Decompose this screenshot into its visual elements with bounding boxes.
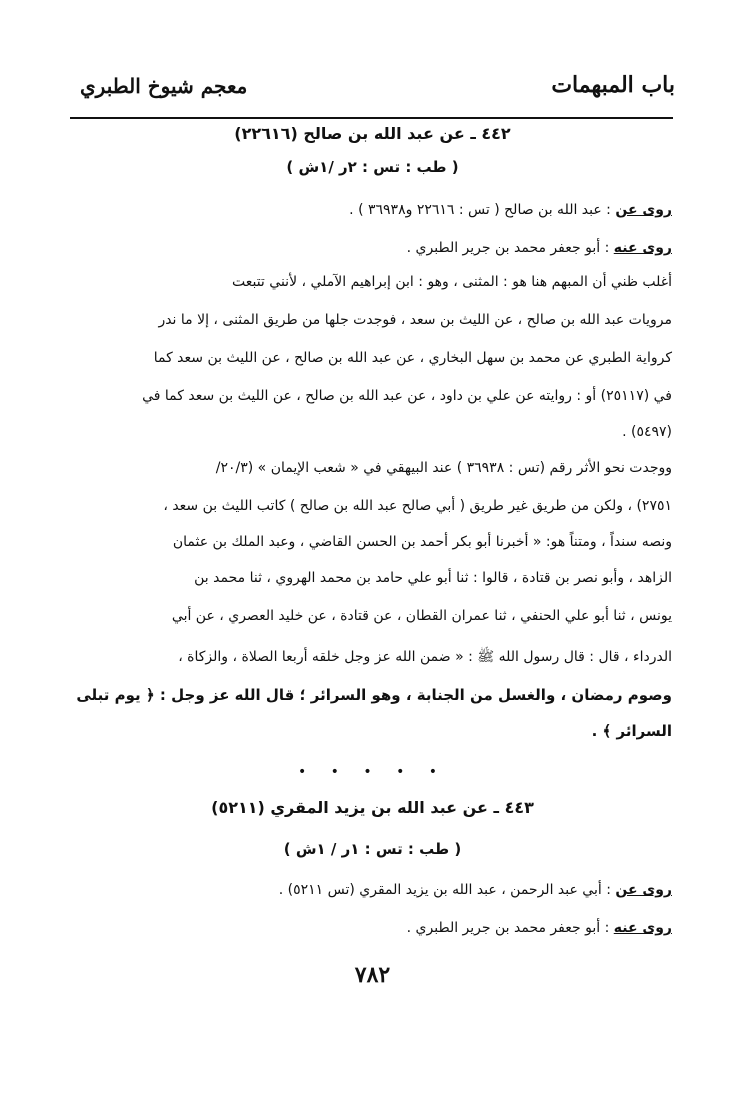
para1-line: في (٢٥١١٧) أو : روايته عن علي بن داود ، عن عبد الله بن صالح ، عن الليث بن سعد كما في — [142, 388, 672, 404]
running-header — [70, 62, 675, 118]
narrated-from-text: : عبد الله بن صالح ( تس : ٢٢٦١٦ و٣٦٩٣٨ ) . — [349, 202, 611, 218]
narrated-from-label: روى عن — [615, 202, 672, 218]
narrated-from-text: : أبي عبد الرحمن ، عبد الله بن يزيد المقري (تس ٥٢١١) . — [278, 882, 611, 898]
entry-442-code: ( طب : تس : ٢ر /١ش ) — [286, 158, 459, 176]
para1-line: كرواية الطبري عن محمد بن سهل البخاري ، عن عبد الله بن صالح ، عن الليث بن سعد كما — [153, 350, 672, 366]
para2-line: الزاهد ، وأبو نصر بن قتادة ، قالوا : ثنا أبو علي حامد بن محمد الهروي ، ثنا محمد بن — [194, 570, 672, 586]
entry-443-code: ( طب : تس : ١ر / ١ش ) — [283, 840, 462, 858]
para1-line: مرويات عبد الله بن صالح ، عن الليث بن سعد ، فوجدت جلها من طريق المثنى ، إلا ما ندر — [158, 312, 672, 328]
para2-line: ووجدت نحو الأثر رقم (تس : ٣٦٩٣٨ ) عند البيهقي في « شعب الإيمان » (٢٠/٣/ — [215, 460, 672, 476]
para2-line-bold: وصوم رمضان ، والغسل من الجنابة ، وهو السرائر ؛ قال الله عز وجل : ﴿ يوم تبلى — [76, 686, 672, 704]
book-title: معجم شيوخ الطبري — [80, 74, 248, 98]
entry-443-narrated-from — [279, 882, 672, 898]
narrated-by-text: : أبو جعفر محمد بن جرير الطبري . — [406, 920, 610, 936]
narrated-by-text: : أبو جعفر محمد بن جرير الطبري . — [406, 240, 610, 256]
para2-line: ٢٧٥١) ، ولكن من طريق غير طريق ( أبي صالح عبد الله بن صالح ) كاتب الليث بن سعد ، — [163, 498, 672, 514]
para2-line: ونصه سنداً ، ومتناً هو: « أخبرنا أبو بكر أحمد بن الحسن القاضي ، وعبد الملك بن عثمان — [172, 534, 672, 550]
entry-442-narrated-from — [349, 202, 672, 218]
para1-line: (٥٤٩٧) . — [622, 424, 672, 440]
entry-443-narrated-by — [407, 920, 672, 936]
entry-443-title: ٤٤٣ ـ عن عبد الله بن يزيد المقري (٥٢١١) — [211, 798, 534, 817]
page-number: ٧٨٢ — [354, 962, 391, 988]
para2-line: الدرداء ، قال : قال رسول الله ﷺ : « ضمن الله عز وجل خلقه أربعا الصلاة ، والزكاة ، — [178, 649, 672, 665]
entry-442-narrated-by — [407, 240, 672, 256]
entry-442-title: ٤٤٢ ـ عن عبد الله بن صالح (٢٢٦١٦) — [234, 124, 511, 143]
narrated-by-label: روى عنه — [613, 920, 672, 936]
para2-line-bold: السرائر ﴾ . — [591, 722, 672, 740]
para2-line: يونس ، ثنا أبو علي الحنفي ، ثنا عمران القطان ، عن قتادة ، عن خليد العصري ، عن أبي — [171, 608, 672, 624]
narrated-by-label: روى عنه — [613, 240, 672, 256]
para1-line: أغلب ظني أن المبهم هنا هو : المثنى ، وهو : ابن إبراهيم الآملي ، لأنني تتبعت — [231, 274, 672, 290]
narrated-from-label: روى عن — [615, 882, 672, 898]
chapter-title: باب المبهمات — [551, 72, 675, 98]
section-separator: • • • • • — [297, 764, 448, 780]
header-rule — [70, 117, 673, 119]
